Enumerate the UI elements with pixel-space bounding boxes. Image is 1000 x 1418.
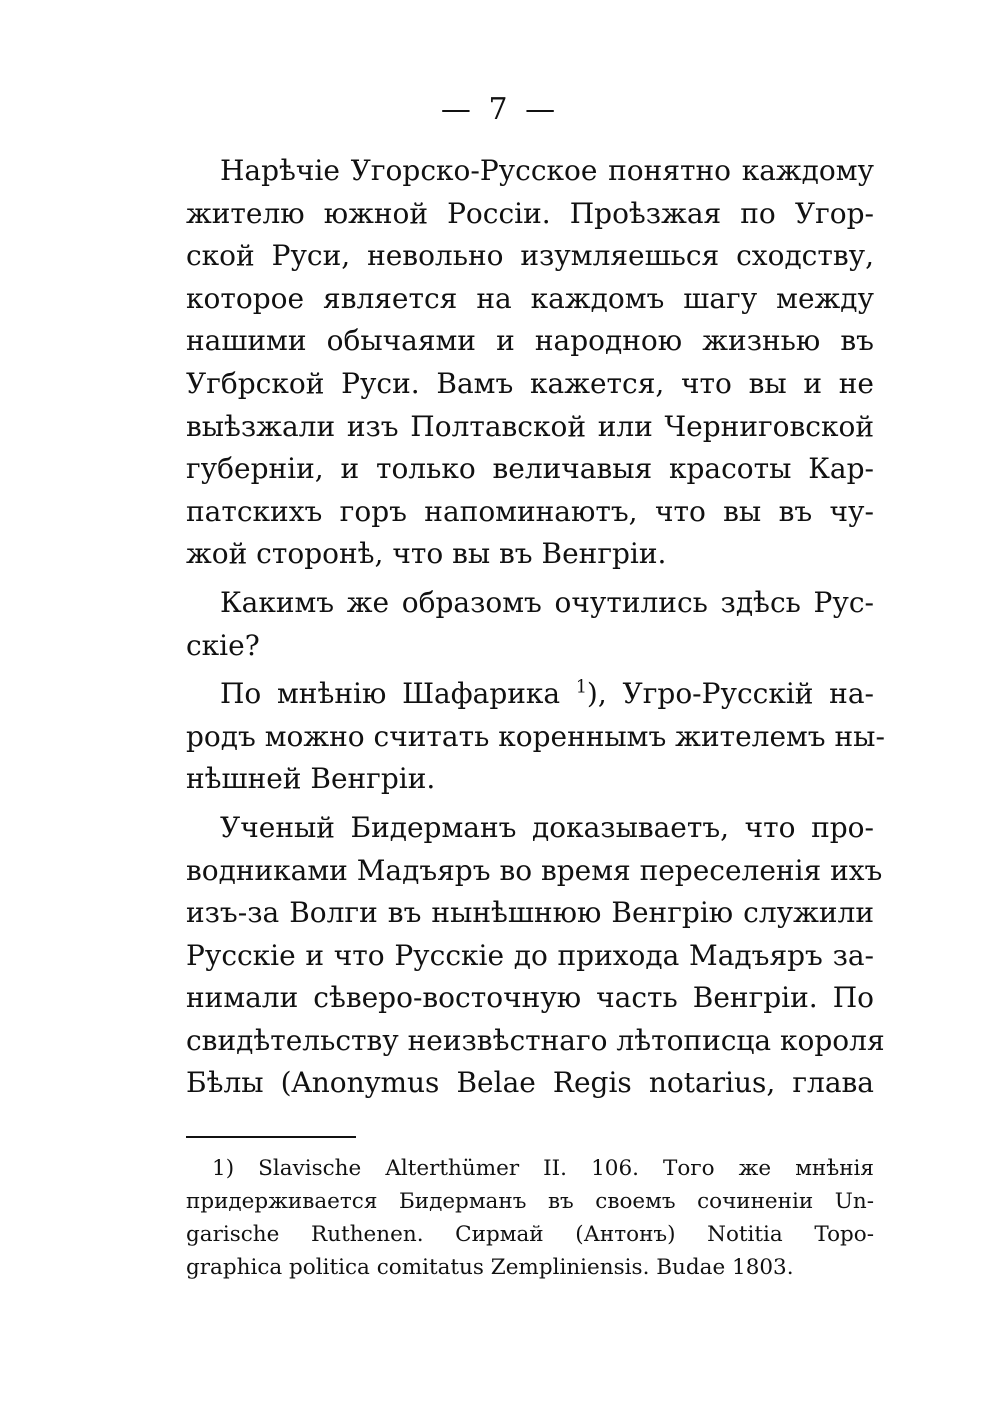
footnote-line: придерживается Бидерманъ въ своемъ сочиненіи Un- [186, 1189, 874, 1214]
text-line: водниками Мадъяръ во время переселенія ихъ [186, 853, 883, 887]
text-line: ской Руси, невольно изумляешься сходству, [186, 239, 874, 273]
text-line: нѣшней Венгріи. [186, 762, 436, 796]
footnote-line: graphica politica comitatus Zempliniensis. Budae 1803. [186, 1255, 794, 1280]
text-line: Бѣлы (Anonymus Belae Regis notarius, глава [186, 1066, 874, 1100]
text-line: жителю южной Россіи. Проѣзжая по Угор- [186, 196, 874, 230]
text-line: которое является на каждомъ шагу между [186, 281, 874, 315]
text-line: скіе? [186, 628, 260, 662]
text-line: изъ-за Волги въ нынѣшнюю Венгрію служили [186, 896, 874, 930]
text-line: выѣзжали изъ Полтавской или Черниговской [186, 409, 874, 443]
text-line: Русскіе и что Русскіе до прихода Мадъяръ за- [186, 938, 874, 972]
text-fragment: ) Slavische Alterthümer II. 106. Того же мнѣнія [225, 1156, 874, 1181]
text-line: губерніи, и только величавыя красоты Кар- [186, 452, 874, 486]
text-line: Какимъ же образомъ очутились здѣсь Рус- [220, 585, 874, 619]
text-line: патскихъ горъ напоминаютъ, что вы въ чу- [186, 494, 874, 528]
text-line: Ученый Бидерманъ доказываетъ, что про- [220, 810, 874, 844]
text-line: нимали сѣверо-восточную часть Венгріи. По [186, 981, 874, 1015]
footnote-line [186, 1152, 874, 1185]
footnote-line: garische Ruthenen. Сирмай (Антонъ) Notitia Topo- [186, 1222, 874, 1247]
main-text [186, 150, 885, 1105]
text-fragment: По мнѣнію Шафарика [220, 677, 561, 711]
text-fragment: ), Угро-Русскій на- [586, 677, 874, 711]
footnote-reference: 1 [575, 677, 587, 698]
text-line: Нарѣчіе Угорско-Русское понятно каждому [220, 154, 874, 187]
text-line: Угбрской Руси. Вамъ кажется, что вы и не [186, 366, 874, 400]
footnote-marker: 1 [212, 1156, 226, 1181]
footnote-divider [186, 1136, 356, 1138]
text-line: нашими обычаями и народною жизнью въ [186, 324, 874, 358]
footnotes [186, 1152, 874, 1284]
page-number: — 7 — [440, 92, 560, 127]
text-line: жой сторонѣ, что вы въ Венгріи. [186, 537, 667, 571]
text-line [186, 673, 874, 716]
text-line: родъ можно считать кореннымъ жителемъ ны- [186, 719, 885, 753]
text-line: свидѣтельству неизвѣстнаго лѣтописца короля [186, 1023, 885, 1057]
